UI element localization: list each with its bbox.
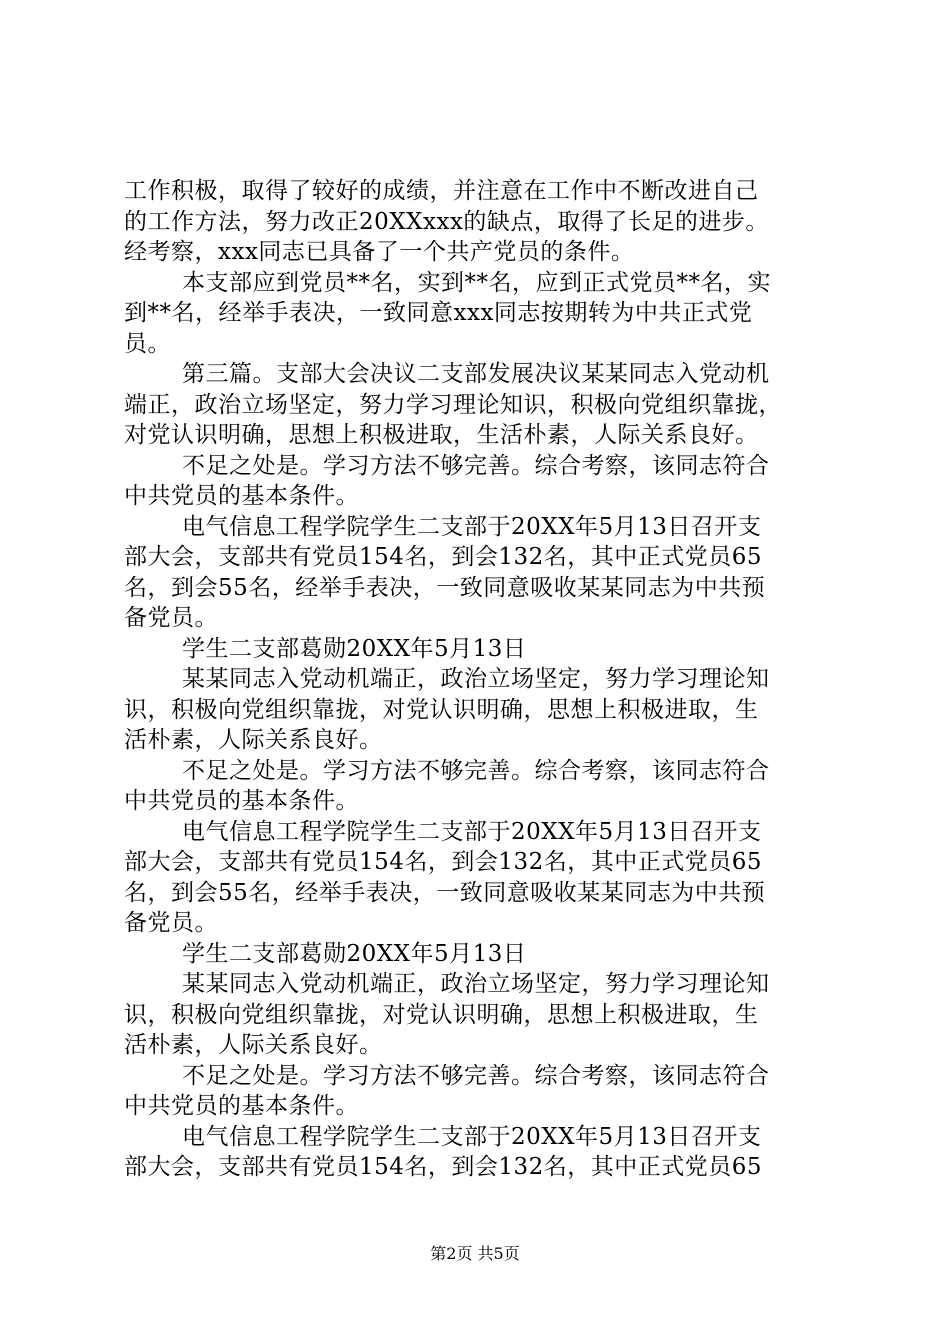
paragraph-start-line: 第三篇。支部大会决议二支部发展决议某某同志入党动机: [182, 361, 770, 387]
text-line: 端正，政治立场坚定，努力学习理论知识，积极向党组织靠拢，: [124, 391, 782, 418]
text-line: 中共党员的基本条件。: [124, 788, 359, 814]
paragraph-start-line: 本支部应到党员**名，实到**名，应到正式党员**名，实: [182, 269, 771, 296]
text-line: 名，到会55名，经举手表决，一致同意吸收某某同志为中共预: [124, 879, 766, 906]
text-line: 名，到会55名，经举手表决，一致同意吸收某某同志为中共预: [124, 574, 766, 601]
paragraph-start-line: 电气信息工程学院学生二支部于20XX年5月13日召开支: [182, 818, 762, 845]
document-body: [124, 176, 834, 1183]
text-line: 工作积极，取得了较好的成绩，并注意在工作中不断改进自己: [124, 178, 759, 204]
signature-line: 学生二支部葛勋20XX年5月13日: [182, 635, 527, 662]
signature-line: 学生二支部葛勋20XX年5月13日: [182, 940, 527, 967]
paragraph-start-line: 不足之处是。学习方法不够完善。综合考察，该同志符合: [182, 1062, 770, 1089]
text-line: 备党员。: [124, 910, 218, 936]
text-line: 对党认识明确，思想上积极进取，生活朴素，人际关系良好。: [124, 422, 759, 448]
paragraph-start-line: 某某同志入党动机端正，政治立场坚定，努力学习理论知: [182, 666, 770, 692]
text-line: 活朴素，人际关系良好。: [124, 1032, 383, 1058]
paragraph-start-line: 不足之处是。学习方法不够完善。综合考察，该同志符合: [182, 452, 770, 479]
text-line: 到**名，经举手表决，一致同意xxx同志按期转为中共正式党: [124, 300, 753, 326]
text-line: 活朴素，人际关系良好。: [124, 727, 383, 753]
paragraph-start-line: 电气信息工程学院学生二支部于20XX年5月13日召开支: [182, 1123, 762, 1150]
page-footer: [0, 1244, 950, 1264]
paragraph-start-line: 某某同志入党动机端正，政治立场坚定，努力学习理论知: [182, 971, 770, 997]
text-line: 员。: [124, 330, 171, 357]
text-line: 识，积极向党组织靠拢，对党认识明确，思想上积极进取，生: [124, 696, 759, 723]
text-line: 的工作方法，努力改正20XXxxx的缺点，取得了长足的进步。: [124, 208, 769, 235]
text-line: 部大会，支部共有党员154名，到会132名，其中正式党员65: [124, 1154, 763, 1180]
text-line: 部大会，支部共有党员154名，到会132名，其中正式党员65: [124, 849, 763, 875]
text-line: 中共党员的基本条件。: [124, 1093, 359, 1119]
paragraph-start-line: 不足之处是。学习方法不够完善。综合考察，该同志符合: [182, 757, 770, 784]
text-line: 部大会，支部共有党员154名，到会132名，其中正式党员65: [124, 544, 763, 570]
text-line: 经考察，xxx同志已具备了一个共产党员的条件。: [124, 239, 635, 265]
text-line: 备党员。: [124, 605, 218, 631]
text-line: 识，积极向党组织靠拢，对党认识明确，思想上积极进取，生: [124, 1001, 759, 1028]
text-line: 中共党员的基本条件。: [124, 483, 359, 509]
paragraph-start-line: 电气信息工程学院学生二支部于20XX年5月13日召开支: [182, 513, 762, 540]
page-number: 第2页 共5页: [430, 1244, 520, 1263]
